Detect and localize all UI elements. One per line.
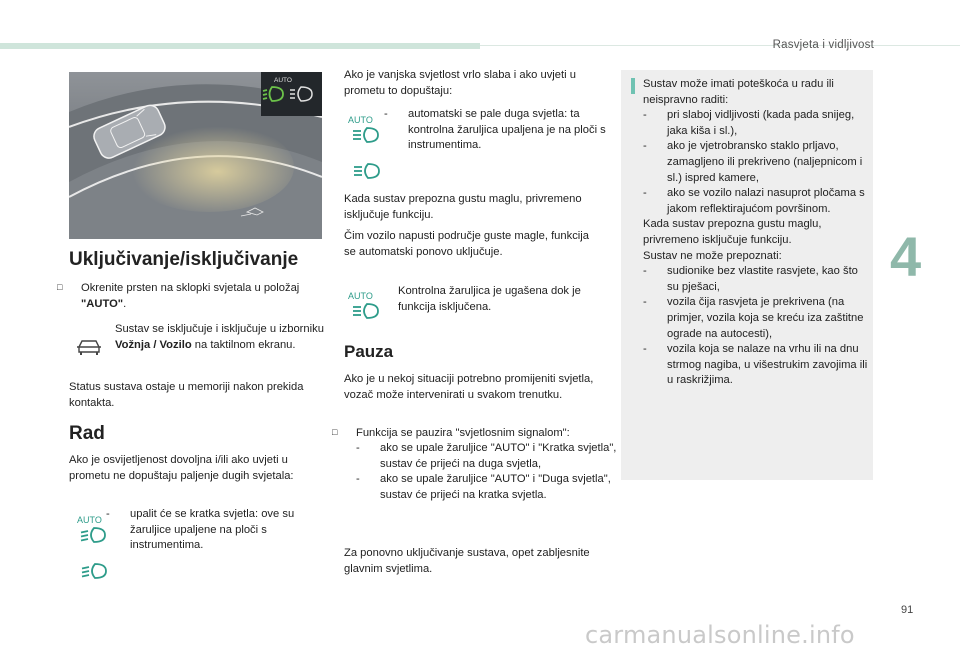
info-line: Kada sustav prepozna gustu maglu, privremeno isključuje funkciju.	[643, 218, 822, 246]
list-item-to-high: - ako se upale žaruljice "AUTO" i "Kratka svjetla", sustav će prijeći na duga svjetla,	[356, 442, 617, 470]
paragraph-low-beam: - upalit će se kratka svjetla: ove su žaruljice upaljene na ploči s instrumentima.	[106, 508, 295, 552]
info-list-item: - sudionike bez vlastite rasvjete, kao što su pješaci,	[643, 265, 858, 293]
low-beam-icon	[80, 562, 110, 585]
info-list	[643, 77, 869, 389]
header-rule	[480, 45, 960, 46]
heading-operation: Rad	[69, 423, 105, 444]
heading-switching-on-off: Uključivanje/isključivanje	[69, 249, 299, 270]
paragraph-high-beam-intro: Ako je vanjska svjetlost vrlo slaba i ako uvjeti u prometu to dopuštaju:	[344, 69, 576, 97]
header-accent-bar	[0, 43, 480, 49]
paragraph-high-beam: - automatski se pale duga svjetla: ta kontrolna žaruljica upaljena je na ploči s instrumentima.	[384, 108, 606, 152]
paragraph-fog-detected: Kada sustav prepozna gustu maglu, privremeno isključuje funkciju.	[344, 193, 582, 221]
auto-label-in-image: AUTO	[274, 77, 292, 84]
svg-text:AUTO: AUTO	[348, 291, 373, 301]
svg-text:AUTO: AUTO	[77, 515, 102, 525]
bullet-icon: □	[57, 282, 63, 292]
auto-low-beam-icon	[75, 514, 109, 551]
info-line: Sustav ne može prepoznati:	[643, 249, 782, 262]
paragraph-indicator-off: Kontrolna žaruljica je ugašena dok je funkcija isključena.	[398, 285, 581, 313]
paragraph-fog-cleared: Čim vozilo napusti područje guste magle, funkcija se automatski ponovo uključuje.	[344, 230, 590, 258]
info-icon	[631, 80, 635, 94]
info-list-item: - vozila čija rasvjeta je prekrivena (na primjer, vozila koja se kreću iza zaštitne ograde na autocesti),	[643, 296, 864, 340]
info-line: Sustav može imati poteškoća u radu ili neispravno raditi:	[643, 78, 834, 106]
paragraph-pause-intro: Ako je u nekoj situaciji potrebno promijeniti svjetla, vozač može intervenirati u svakom trenutku.	[344, 373, 594, 401]
svg-text:AUTO: AUTO	[348, 115, 373, 125]
car-illustration	[69, 72, 322, 239]
list-item-to-low: - ako se upale žaruljice "AUTO" i "Duga svjetla", sustav će prijeći na kratka svjetla.	[356, 473, 611, 501]
section-title: Rasvjeta i vidljivost	[772, 39, 874, 51]
auto-off-icon	[346, 290, 384, 327]
paragraph-turn-ring: □ Okrenite prsten na sklopki svjetala u položaj "AUTO".	[57, 282, 300, 310]
info-list-item: - ako se vozilo nalazi nasuprot pločama s jakom reflektirajućom površinom.	[643, 187, 865, 215]
paragraph-memory-status: Status sustava ostaje u memoriji nakon prekida kontakta.	[69, 381, 304, 409]
info-list-item: - ako je vjetrobransko staklo prljavo, zamagljeno ili prekriveno (naljepnicom i sl.) ispred kamere,	[643, 140, 863, 184]
car-menu-icon	[76, 338, 102, 361]
chapter-number: 4	[890, 225, 922, 288]
info-list-item: - pri slaboj vidljivosti (kada pada snijeg, jaka kiša i sl.),	[643, 109, 855, 137]
paragraph-flash-signal: □ Funkcija se pauzira "svjetlosnim signalom":	[332, 427, 570, 439]
bullet-icon: □	[332, 427, 338, 437]
page-number: 91	[901, 604, 914, 616]
paragraph-touchscreen: Sustav se isključuje i isključuje u izborniku Vožnja / Vozilo na taktilnom ekranu.	[115, 323, 324, 351]
paragraph-operation-intro: Ako je osvijetljenost dovoljna i/ili ako uvjeti u prometu ne dopuštaju paljenje dugih svjetala:	[69, 454, 294, 482]
info-list-item: - vozila koja se nalaze na vrhu ili na dnu strmog nagiba, u višestrukim zavojima ili u raskrižjima.	[643, 343, 868, 387]
watermark: carmanualsonline.info	[585, 621, 855, 649]
paragraph-reactivate: Za ponovno uključivanje sustava, opet zabljesnite glavnim svjetlima.	[344, 547, 590, 575]
high-beam-icon	[351, 162, 383, 185]
heading-pause: Pauza	[344, 342, 394, 361]
auto-high-beam-icon	[346, 114, 384, 151]
road-scene-image	[69, 72, 322, 239]
